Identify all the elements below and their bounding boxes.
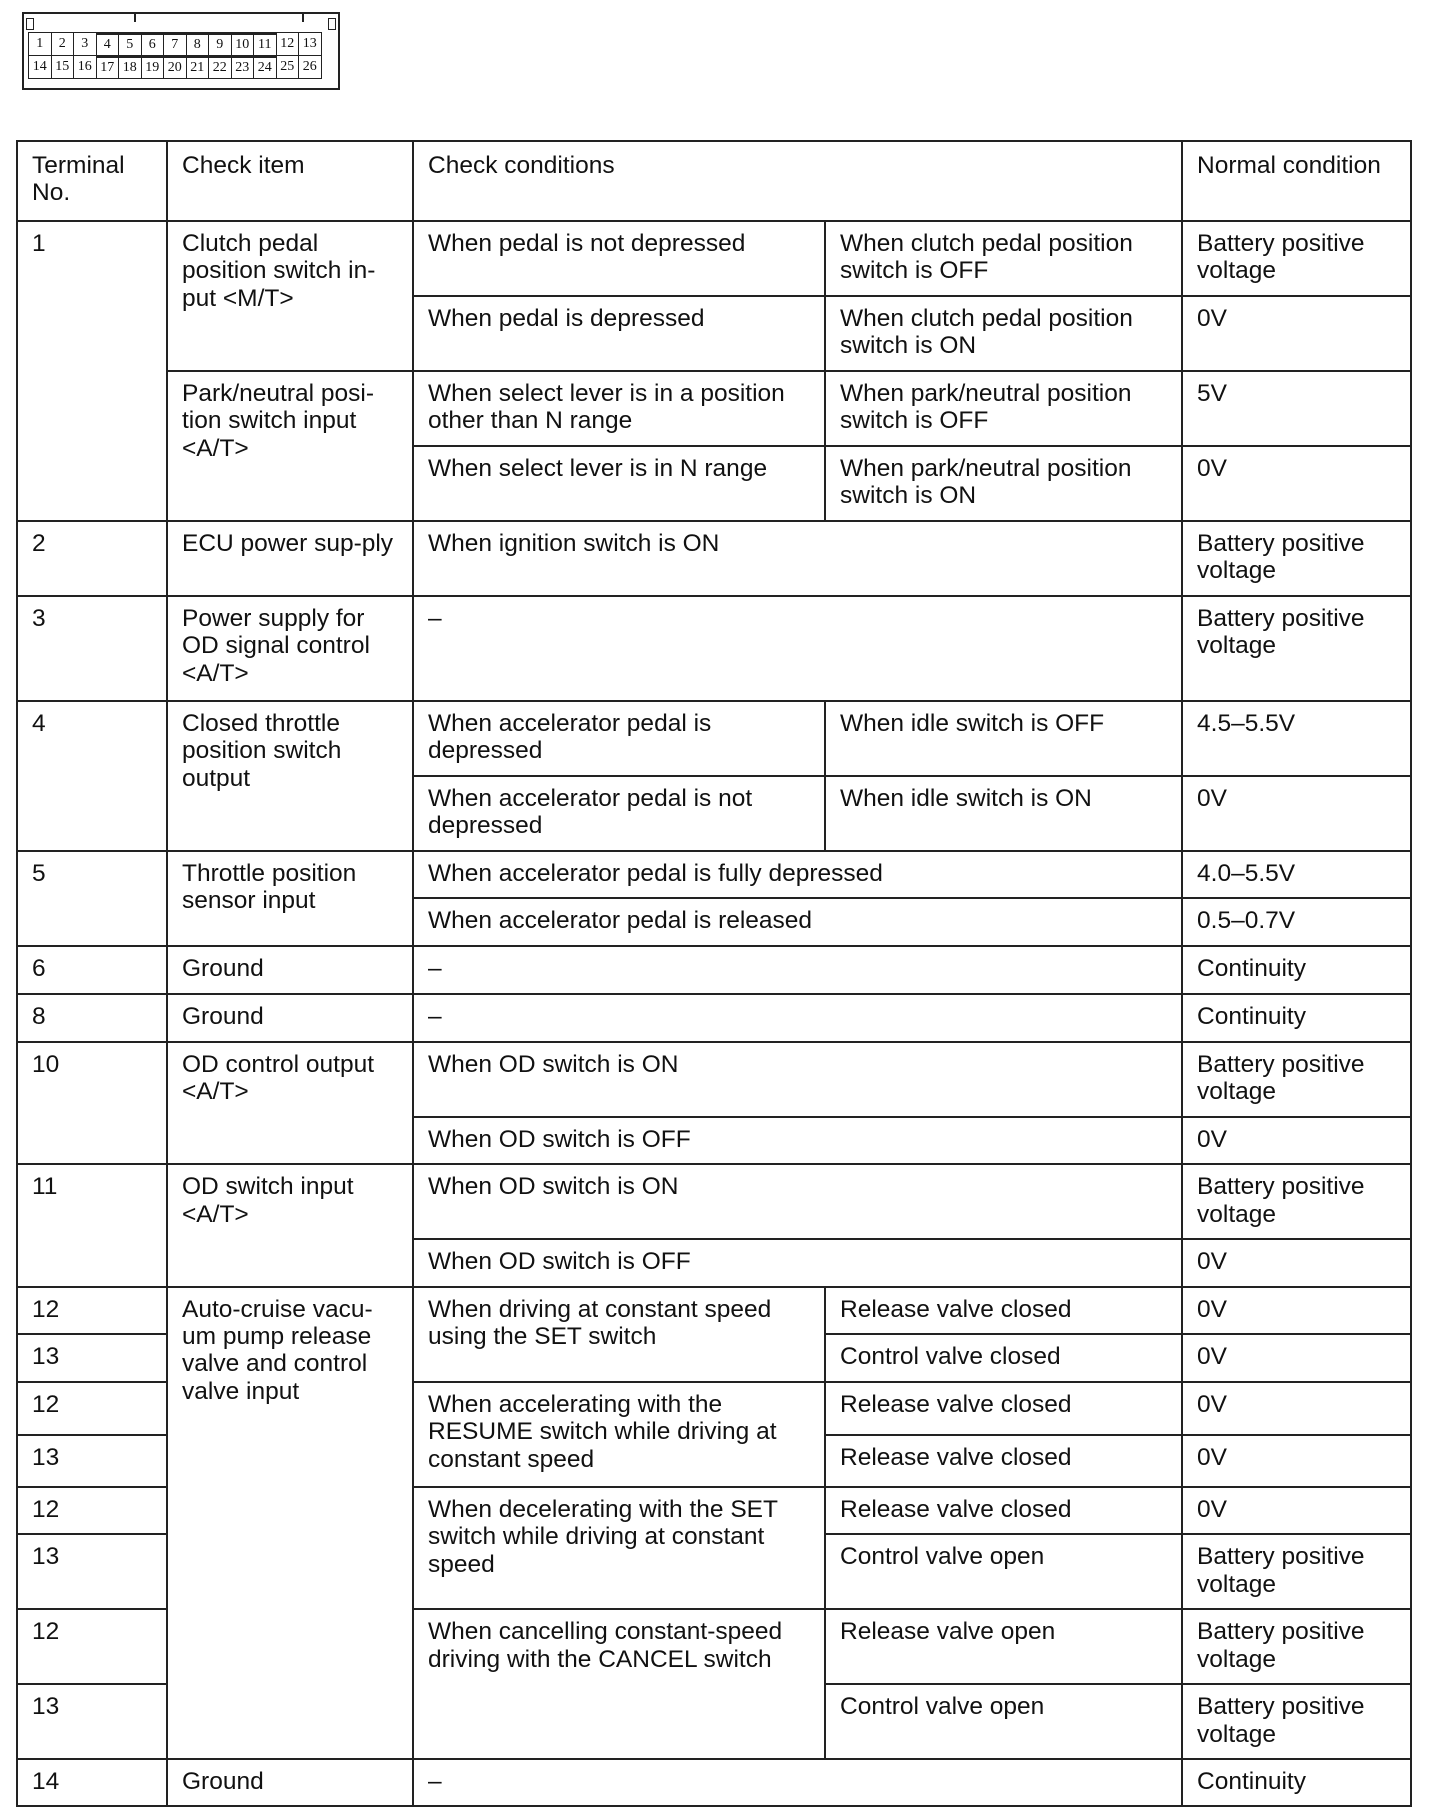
terminal-cell: 13 [17, 1684, 167, 1759]
normal-condition-cell: Battery positive voltage [1182, 1042, 1411, 1117]
check-item-cell: ECU power sup-ply [167, 521, 413, 596]
pin: 16 [73, 55, 97, 79]
check-item-cell: OD control output <A/T> [167, 1042, 413, 1164]
terminal-cell: 6 [17, 946, 167, 994]
pin-grid [28, 32, 321, 78]
normal-condition-cell: 0V [1182, 1435, 1411, 1487]
condition-cell: – [413, 1759, 1182, 1806]
normal-condition-cell: 0V [1182, 1287, 1411, 1334]
connector-ear-left [26, 18, 34, 30]
terminal-cell: 12 [17, 1487, 167, 1534]
table-row [17, 1759, 1411, 1806]
condition-cell: When accelerator pedal is released [413, 898, 1182, 945]
table-row [17, 701, 1411, 776]
condition-cell: When cancelling constant-speed driving with the CANCEL switch [413, 1609, 825, 1759]
condition-cell: When OD switch is OFF [413, 1117, 1182, 1164]
sub-condition-cell: Control valve closed [825, 1334, 1182, 1382]
sub-condition-cell: Control valve open [825, 1684, 1182, 1759]
terminal-cell: 12 [17, 1287, 167, 1334]
pin: 13 [298, 32, 322, 56]
sub-condition-cell: When idle switch is OFF [825, 701, 1182, 776]
normal-condition-cell: Battery positive voltage [1182, 1609, 1411, 1684]
condition-cell: – [413, 596, 1182, 701]
condition-cell: When select lever is in N range [413, 446, 825, 521]
table-row [17, 1042, 1411, 1117]
pin: 2 [51, 32, 75, 56]
sub-condition-cell: Release valve closed [825, 1287, 1182, 1334]
pin: 3 [73, 32, 97, 56]
terminal-cell: 4 [17, 701, 167, 851]
pin: 21 [186, 55, 210, 79]
terminal-cell: 10 [17, 1042, 167, 1164]
pin: 9 [208, 32, 232, 56]
normal-condition-cell: 0V [1182, 1334, 1411, 1382]
condition-cell: When OD switch is ON [413, 1164, 1182, 1239]
pin: 26 [298, 55, 322, 79]
terminal-cell: 12 [17, 1382, 167, 1435]
check-item-cell: Ground [167, 1759, 413, 1806]
sub-condition-cell: Control valve open [825, 1534, 1182, 1609]
header-normal-condition: Normal condition [1182, 141, 1411, 221]
pin: 7 [163, 32, 187, 56]
condition-cell: When pedal is not depressed [413, 221, 825, 296]
table-row [17, 1287, 1411, 1334]
header-check-item: Check item [167, 141, 413, 221]
condition-cell: When OD switch is ON [413, 1042, 1182, 1117]
normal-condition-cell: Battery positive voltage [1182, 221, 1411, 296]
condition-cell: When pedal is depressed [413, 296, 825, 371]
connector-ear-right [328, 18, 336, 30]
normal-condition-cell: Battery positive voltage [1182, 1534, 1411, 1609]
check-item-cell: Auto-cruise vacu-um pump release valve and control valve input [167, 1287, 413, 1760]
terminal-cell: 13 [17, 1534, 167, 1609]
header-terminal: Terminal No. [17, 141, 167, 221]
table-row [17, 994, 1411, 1042]
normal-condition-cell: Continuity [1182, 1759, 1411, 1806]
sub-condition-cell: Release valve closed [825, 1382, 1182, 1435]
check-item-cell: Ground [167, 946, 413, 994]
condition-cell: When accelerating with the RESUME switch while driving at constant speed [413, 1382, 825, 1487]
pin: 8 [186, 32, 210, 56]
pin: 25 [276, 55, 300, 79]
terminal-cell: 12 [17, 1609, 167, 1684]
terminal-cell: 13 [17, 1435, 167, 1487]
terminal-check-table [16, 140, 1412, 1807]
connector-latch [134, 12, 304, 22]
normal-condition-cell: Continuity [1182, 994, 1411, 1042]
sub-condition-cell: Release valve closed [825, 1435, 1182, 1487]
terminal-cell: 1 [17, 221, 167, 521]
header-check-conditions: Check conditions [413, 141, 1182, 221]
table-row [17, 371, 1411, 446]
condition-cell: When accelerator pedal is fully depressed [413, 851, 1182, 898]
condition-cell: When decelerating with the SET switch while driving at constant speed [413, 1487, 825, 1609]
pin: 23 [231, 55, 255, 79]
sub-condition-cell: Release valve closed [825, 1487, 1182, 1534]
pin: 15 [51, 55, 75, 79]
pin: 11 [253, 32, 277, 56]
normal-condition-cell: 4.5–5.5V [1182, 701, 1411, 776]
condition-cell: When select lever is in a position other than N range [413, 371, 825, 446]
normal-condition-cell: 0V [1182, 1239, 1411, 1286]
connector-pin-diagram [22, 12, 340, 90]
sub-condition-cell: When park/neutral position switch is ON [825, 446, 1182, 521]
pin-row-top [28, 32, 321, 55]
pin: 24 [253, 55, 277, 79]
normal-condition-cell: Battery positive voltage [1182, 1684, 1411, 1759]
check-item-cell: Park/neutral posi-tion switch input <A/T> [167, 371, 413, 521]
terminal-cell: 13 [17, 1334, 167, 1382]
table-row [17, 596, 1411, 701]
terminal-cell: 8 [17, 994, 167, 1042]
table-header-row [17, 141, 1411, 221]
pin: 12 [276, 32, 300, 56]
pin: 6 [141, 32, 165, 56]
sub-condition-cell: When clutch pedal position switch is OFF [825, 221, 1182, 296]
pin: 1 [28, 32, 52, 56]
terminal-cell: 5 [17, 851, 167, 946]
normal-condition-cell: Battery positive voltage [1182, 596, 1411, 701]
check-item-cell: Ground [167, 994, 413, 1042]
normal-condition-cell: 0V [1182, 776, 1411, 851]
pin: 17 [96, 55, 120, 79]
condition-cell: When driving at constant speed using the SET switch [413, 1287, 825, 1382]
normal-condition-cell: Battery positive voltage [1182, 521, 1411, 596]
check-item-cell: Closed throttle position switch output [167, 701, 413, 851]
normal-condition-cell: 4.0–5.5V [1182, 851, 1411, 898]
normal-condition-cell: 0V [1182, 1382, 1411, 1435]
check-item-cell: Power supply for OD signal control <A/T> [167, 596, 413, 701]
table-row [17, 521, 1411, 596]
pin: 20 [163, 55, 187, 79]
pin-row-bottom [28, 55, 321, 78]
normal-condition-cell: 0V [1182, 1487, 1411, 1534]
pin: 5 [118, 32, 142, 56]
normal-condition-cell: 5V [1182, 371, 1411, 446]
pin: 14 [28, 55, 52, 79]
normal-condition-cell: Continuity [1182, 946, 1411, 994]
terminal-cell: 14 [17, 1759, 167, 1806]
condition-cell: When accelerator pedal is depressed [413, 701, 825, 776]
normal-condition-cell: 0.5–0.7V [1182, 898, 1411, 945]
condition-cell: When accelerator pedal is not depressed [413, 776, 825, 851]
pin: 4 [96, 32, 120, 56]
pin: 18 [118, 55, 142, 79]
condition-cell: – [413, 994, 1182, 1042]
check-item-cell: Clutch pedal position switch in-put <M/T> [167, 221, 413, 371]
terminal-cell: 11 [17, 1164, 167, 1286]
check-item-cell: Throttle position sensor input [167, 851, 413, 946]
normal-condition-cell: Battery positive voltage [1182, 1164, 1411, 1239]
table-row [17, 1164, 1411, 1239]
terminal-cell: 2 [17, 521, 167, 596]
table-row [17, 221, 1411, 296]
check-item-cell: OD switch input <A/T> [167, 1164, 413, 1286]
pin: 22 [208, 55, 232, 79]
pin: 10 [231, 32, 255, 56]
normal-condition-cell: 0V [1182, 1117, 1411, 1164]
sub-condition-cell: Release valve open [825, 1609, 1182, 1684]
sub-condition-cell: When clutch pedal position switch is ON [825, 296, 1182, 371]
terminal-cell: 3 [17, 596, 167, 701]
sub-condition-cell: When idle switch is ON [825, 776, 1182, 851]
condition-cell: When ignition switch is ON [413, 521, 1182, 596]
normal-condition-cell: 0V [1182, 446, 1411, 521]
pin: 19 [141, 55, 165, 79]
condition-cell: When OD switch is OFF [413, 1239, 1182, 1286]
table-row [17, 851, 1411, 898]
normal-condition-cell: 0V [1182, 296, 1411, 371]
condition-cell: – [413, 946, 1182, 994]
table-row [17, 946, 1411, 994]
sub-condition-cell: When park/neutral position switch is OFF [825, 371, 1182, 446]
